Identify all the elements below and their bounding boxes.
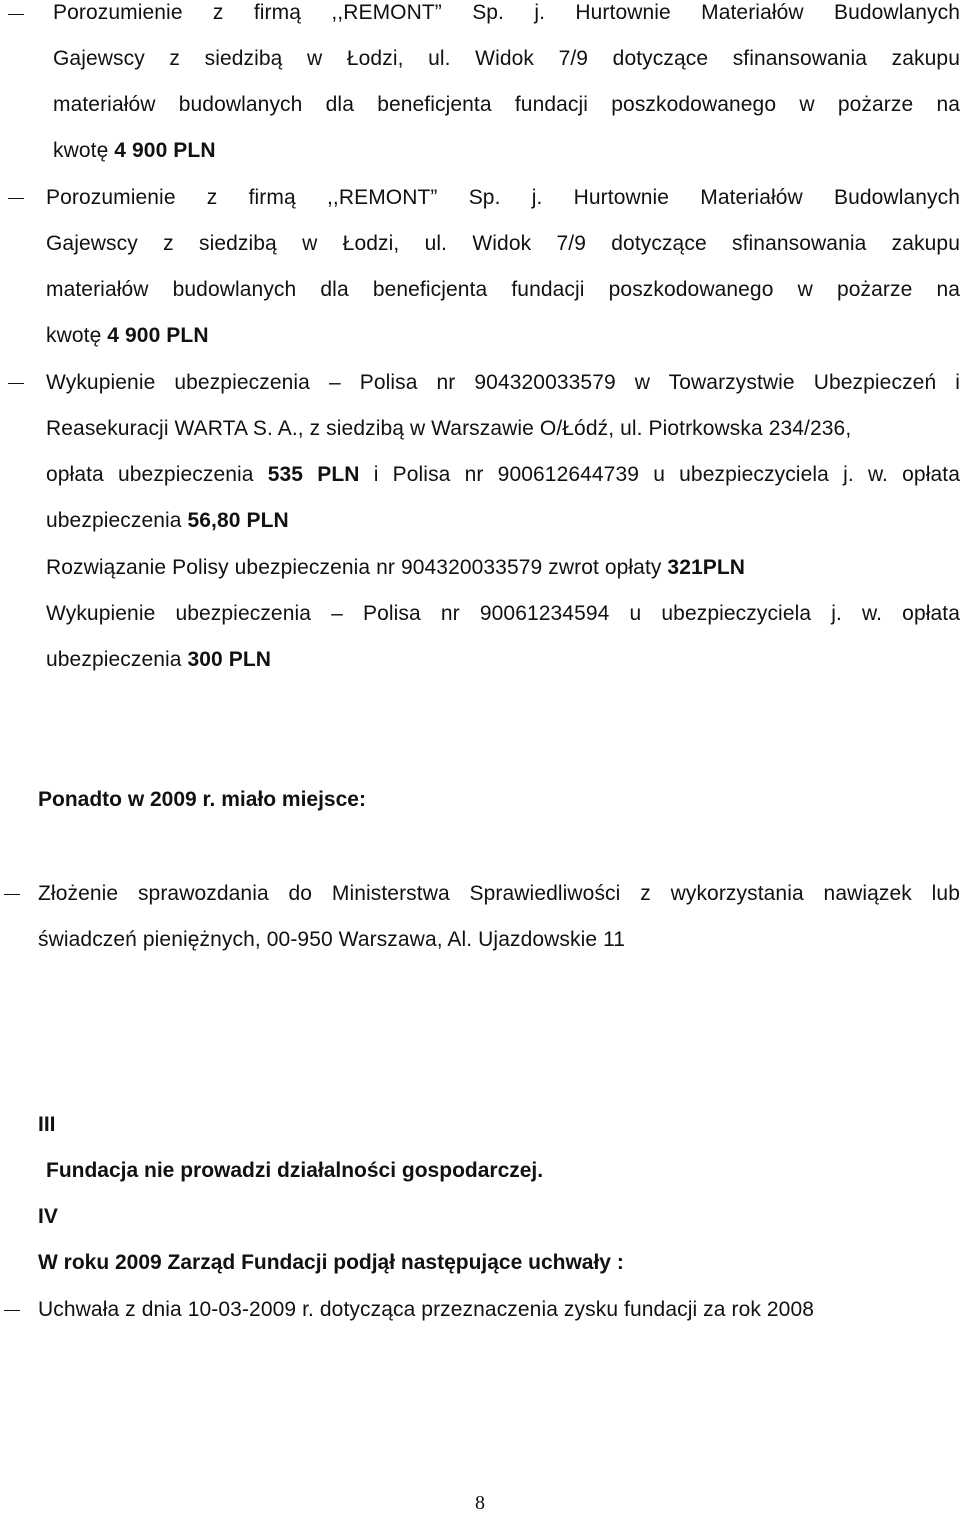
item5-fee-prefix: ubezpieczenia xyxy=(46,648,188,671)
section-iv-item-line1: Uchwała z dnia 10-03-2009 r. dotycząca przeznaczenia zysku fundacji za rok 2008 xyxy=(38,1298,814,1321)
item1-line3: materiałów budowlanych dla beneficjenta fundacji poszkodowanego w pożarze na xyxy=(53,93,960,116)
page-number: 8 xyxy=(475,1492,485,1514)
item3-line2: Reasekuracji WARTA S. A., z siedzibą w Warszawie O/Łódź, ul. Piotrkowska 234/236, xyxy=(46,417,852,440)
item2-amount: 4 900 PLN xyxy=(107,324,209,347)
item3-line4 xyxy=(46,498,289,544)
item2-line3: materiałów budowlanych dla beneficjenta fundacji poszkodowanego w pożarze na xyxy=(46,278,960,301)
item4-text: Rozwiązanie Polisy ubezpieczenia nr 904320033579 zwrot opłaty xyxy=(46,556,668,579)
section-iv-numeral: IV xyxy=(38,1205,58,1228)
item4-amount: 321PLN xyxy=(667,556,746,579)
item2-amount-prefix: kwotę xyxy=(46,324,108,347)
section-iii-text: Fundacja nie prowadzi działalności gospodarczej. xyxy=(46,1159,544,1182)
list-dash xyxy=(4,1310,20,1311)
list-dash xyxy=(4,894,20,895)
item2-line2: Gajewscy z siedzibą w Łodzi, ul. Widok 7/9 dotyczące sfinansowania zakupu xyxy=(46,232,960,255)
item3-fee-amount: 535 PLN xyxy=(267,463,360,486)
item3-second-fee-amount: 56,80 PLN xyxy=(187,509,289,532)
section-2009-heading: Ponadto w 2009 r. miało miejsce: xyxy=(38,788,366,811)
item1-amount-prefix: kwotę xyxy=(53,139,115,162)
item5-line2 xyxy=(46,637,271,683)
item1-line4 xyxy=(53,128,216,174)
list-dash xyxy=(8,198,24,199)
item1-line2: Gajewscy z siedzibą w Łodzi, ul. Widok 7/9 dotyczące sfinansowania zakupu xyxy=(53,47,960,70)
section-2009-item-line1: Złożenie sprawozdania do Ministerstwa Sprawiedliwości z wykorzystania nawiązek lub xyxy=(38,882,960,905)
item5-line1: Wykupienie ubezpieczenia – Polisa nr 90061234594 u ubezpieczyciela j. w. opłata xyxy=(46,602,960,625)
list-dash xyxy=(8,14,24,15)
section-2009-item-line2: świadczeń pieniężnych, 00-950 Warszawa, Al. Ujazdowskie 11 xyxy=(38,928,626,951)
item3-fee-prefix: opłata ubezpieczenia xyxy=(46,463,268,486)
list-dash xyxy=(8,383,24,384)
item3-line3 xyxy=(46,452,960,498)
item2-line1: Porozumienie z firmą ,,REMONT” Sp. j. Hurtownie Materiałów Budowlanych xyxy=(46,186,960,209)
item2-line4 xyxy=(46,313,209,359)
item1-amount: 4 900 PLN xyxy=(114,139,216,162)
item4-line1 xyxy=(46,545,745,591)
item3-line1: Wykupienie ubezpieczenia – Polisa nr 904320033579 w Towarzystwie Ubezpieczeń i xyxy=(46,371,960,394)
item5-fee-amount: 300 PLN xyxy=(187,648,272,671)
item3-second-fee-prefix: ubezpieczenia xyxy=(46,509,188,532)
section-iii-numeral: III xyxy=(38,1113,56,1136)
item3-fee-suffix: i Polisa nr 900612644739 u ubezpieczyciela j. w. opłata xyxy=(359,463,960,486)
item1-line1: Porozumienie z firmą ,,REMONT” Sp. j. Hurtownie Materiałów Budowlanych xyxy=(53,1,960,24)
section-iv-heading: W roku 2009 Zarząd Fundacji podjął następujące uchwały : xyxy=(38,1251,624,1274)
